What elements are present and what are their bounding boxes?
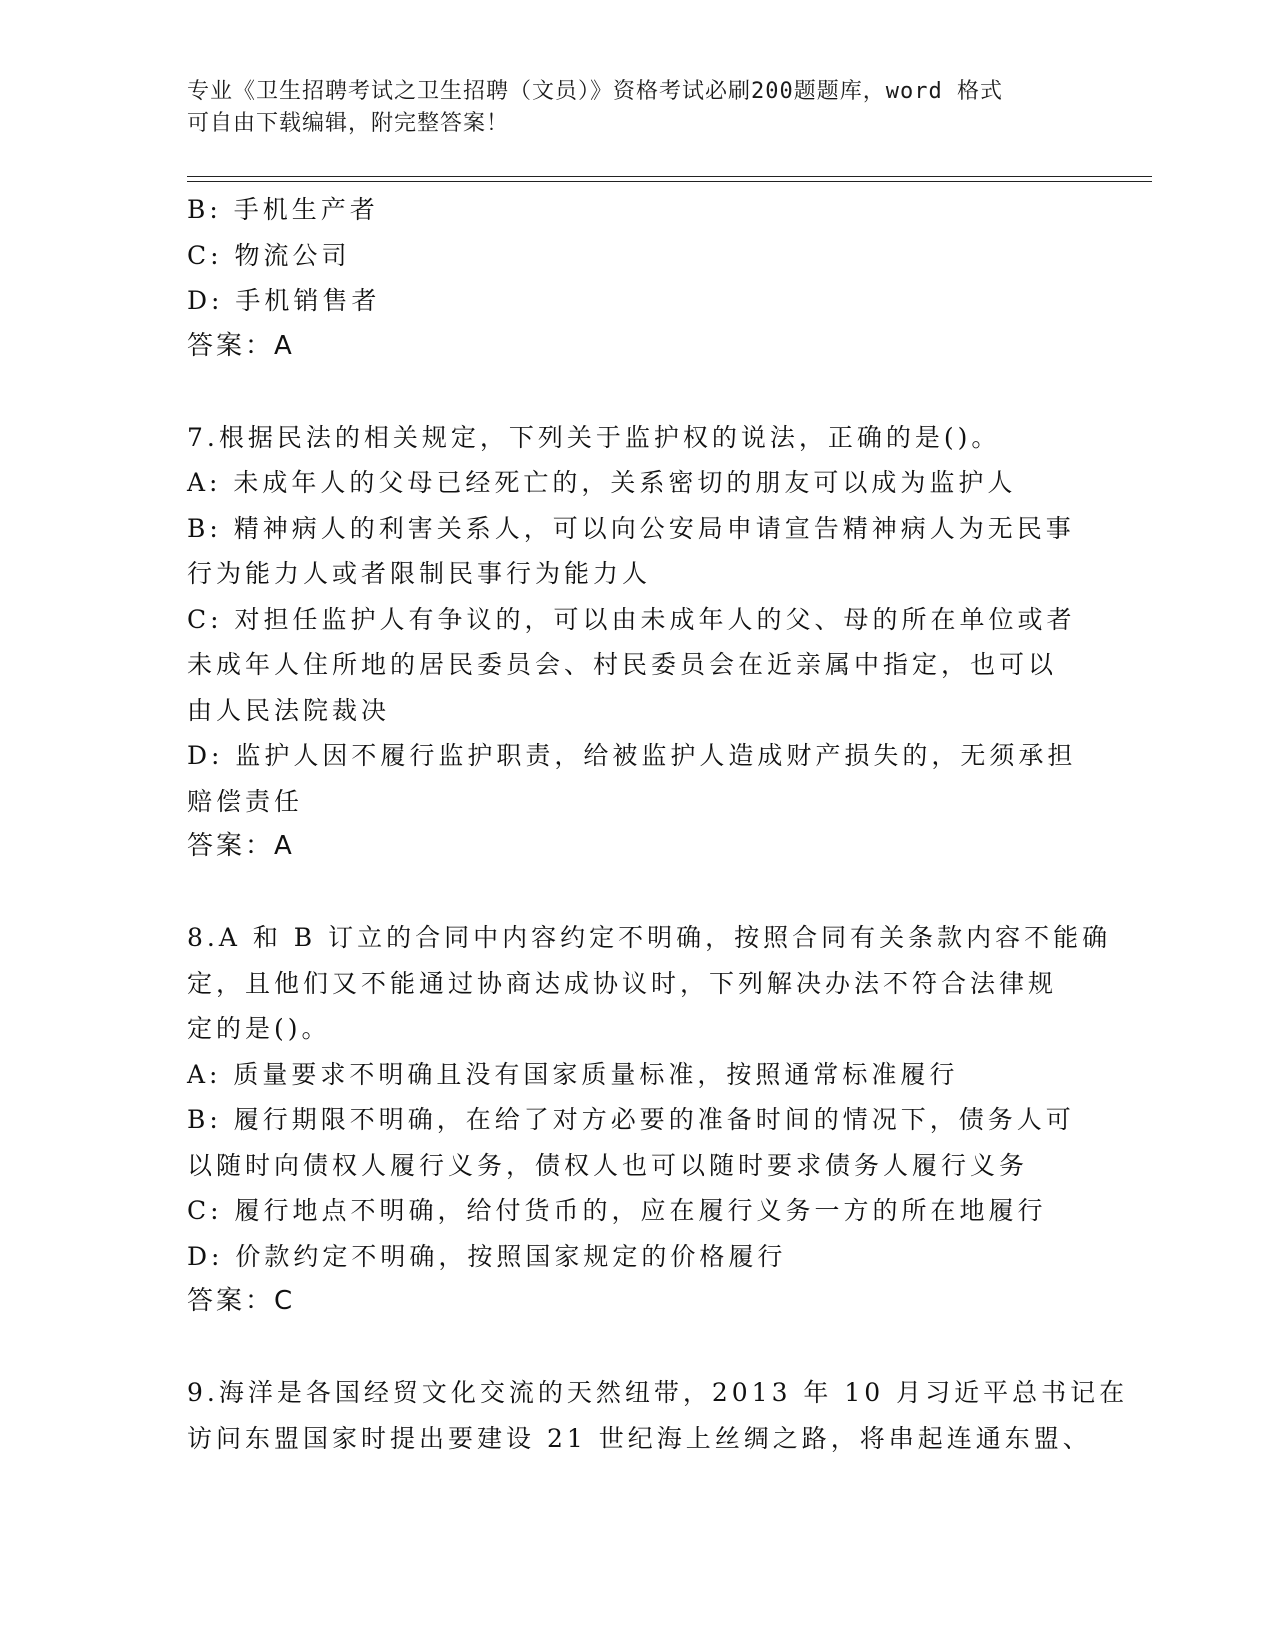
q7-option-b-line-2: 行为能力人或者限制民事行为能力人 — [187, 559, 652, 588]
q7-option-b-line-1: B: 精神病人的利害关系人，可以向公安局申请宣告精神病人为无民事 — [187, 513, 1075, 543]
q7-stem: 7.根据民法的相关规定，下列关于监护权的说法，正确的是()。 — [187, 422, 1001, 452]
q9-stem-line-2: 访问东盟国家时提出要建设 21 世纪海上丝绸之路，将串起连通东盟、 — [187, 1423, 1092, 1453]
q7-option-d-line-1: D: 监护人因不履行监护职责，给被监护人造成财产损失的，无须承担 — [187, 741, 1077, 770]
q6-option-d: D: 手机销售者 — [187, 286, 381, 315]
q7-option-a: A: 未成年人的父母已经死亡的，关系密切的朋友可以成为监护人 — [187, 468, 1017, 497]
q8-answer: 答案：C — [187, 1286, 296, 1316]
spacer — [187, 870, 1087, 916]
q7-option-c-line-3: 由人民法院裁决 — [187, 695, 391, 725]
q8-option-a: A: 质量要求不明确且没有国家质量标准，按照通常标准履行 — [187, 1059, 959, 1089]
header-line-2: 可自由下载编辑，附完整答案！ — [187, 111, 510, 136]
q8-stem-line-2: 定，且他们又不能通过协商达成协议时，下列解决办法不符合法律规 — [187, 968, 1058, 998]
q6-option-b: B: 手机生产者 — [187, 195, 379, 224]
q9-stem-line-1: 9.海洋是各国经贸文化交流的天然纽带，2013 年 10 月习近平总书记在 — [187, 1378, 1129, 1407]
q6-answer: 答案：A — [187, 330, 295, 361]
spacer — [187, 369, 1087, 415]
header-divider-bottom — [187, 181, 1152, 182]
q8-option-d: D: 价款约定不明确，按照国家规定的价格履行 — [187, 1241, 787, 1271]
q6-option-c: C: 物流公司 — [187, 240, 351, 270]
page-header — [187, 76, 1067, 140]
question-8-block — [187, 915, 1112, 1325]
q7-option-c-line-1: C: 对担任监护人有争议的，可以由未成年人的父、母的所在单位或者 — [187, 604, 1076, 634]
spacer — [187, 1325, 1087, 1371]
question-6-block — [187, 187, 1087, 369]
q8-stem-line-3: 定的是()。 — [187, 1014, 331, 1043]
q8-option-b-line-1: B: 履行期限不明确，在给了对方必要的准备时间的情况下，债务人可 — [187, 1105, 1075, 1134]
q8-option-c: C: 履行地点不明确，给付货币的，应在履行义务一方的所在地履行 — [187, 1196, 1047, 1225]
q7-option-d-line-2: 赔偿责任 — [187, 786, 304, 816]
document-body — [187, 187, 1129, 1461]
header-line-1: 专业《卫生招聘考试之卫生招聘（文员）》资格考试必刷200题题库，word 格式 — [187, 79, 1003, 104]
q7-option-c-line-2: 未成年人住所地的居民委员会、村民委员会在近亲属中指定，也可以 — [187, 650, 1058, 679]
q8-stem-line-1: 8.A 和 B 订立的合同中内容约定不明确，按照合同有关条款内容不能确 — [187, 923, 1112, 952]
header-divider-top — [187, 176, 1152, 177]
question-9-block — [187, 1370, 1129, 1461]
q7-answer: 答案：A — [187, 831, 295, 861]
q8-option-b-line-2: 以随时向债权人履行义务，债权人也可以随时要求债务人履行义务 — [187, 1150, 1029, 1180]
question-7-block — [187, 415, 1087, 870]
